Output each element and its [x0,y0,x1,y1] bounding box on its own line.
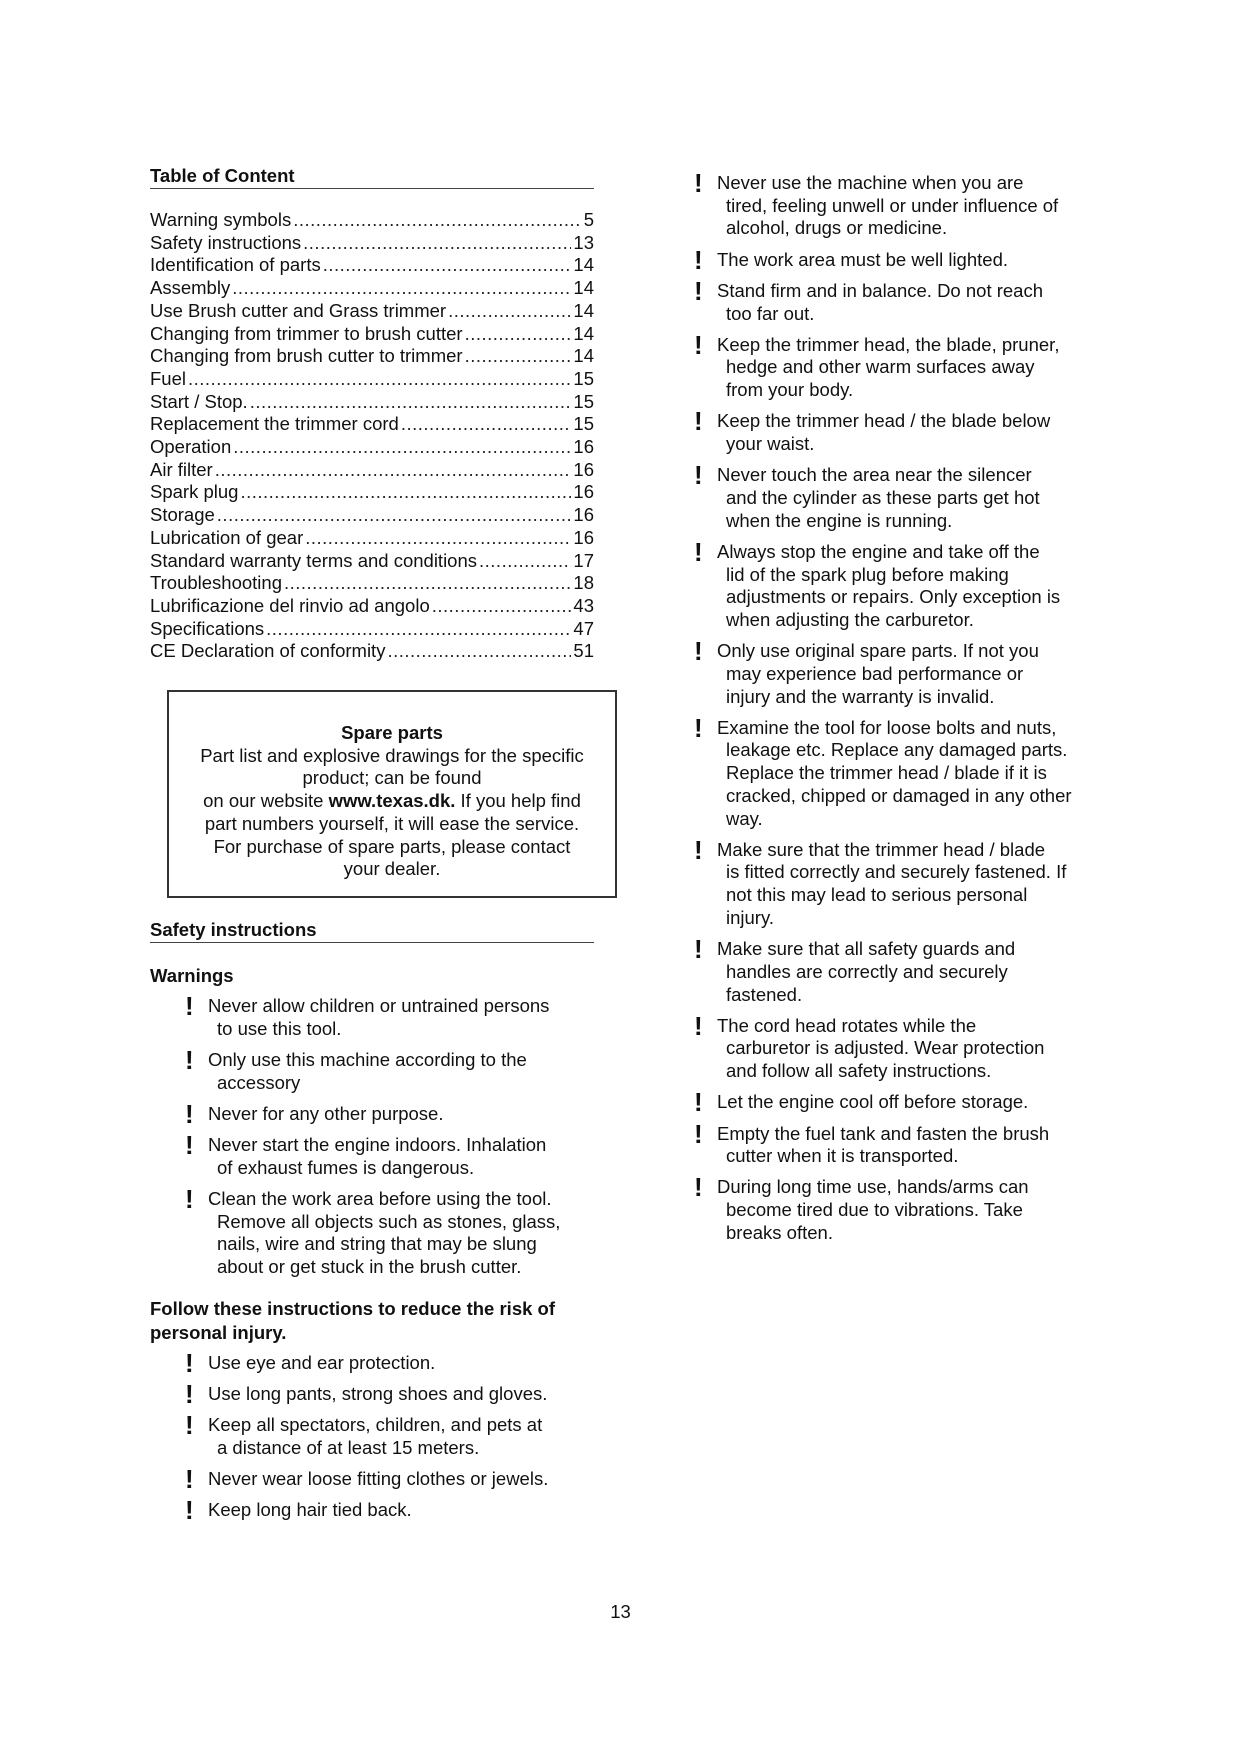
warning-text [717,1091,1114,1114]
toc-entry[interactable] [150,550,594,573]
toc-leader-dots [215,459,572,482]
warning-text [717,839,1114,930]
exclamation-icon: ! [694,1172,703,1203]
toc-entry-label: Start / Stop. [150,390,248,412]
toc-entry-page: 14 [573,277,594,299]
warning-text-line: Empty the fuel tank and fasten the brush [717,1122,1050,1144]
spare-parts-text: If you help find [455,790,581,812]
warning-item [694,168,1114,240]
toc-leader-dots [303,232,571,255]
toc-entry-page: 15 [573,390,594,412]
toc-entry-label: Safety instructions [150,231,302,253]
warning-text-line: Only use original spare parts. If not you [717,640,1039,662]
warning-text-line: when adjusting the carburetor. [726,608,974,630]
right-column [694,168,1114,1253]
exclamation-icon: ! [694,1010,703,1041]
warning-text-line: not this may lead to serious personal [726,884,1028,906]
warning-text [717,541,1114,632]
toc-entry[interactable] [150,459,594,482]
warning-item [694,329,1114,402]
toc-entry[interactable] [150,640,594,663]
toc-entry-label: Air filter [150,458,213,480]
exclamation-icon: ! [185,1495,194,1526]
toc-entry-label: Storage [150,504,215,526]
warning-item [185,1410,594,1459]
exclamation-icon: ! [185,1410,194,1441]
toc-entry[interactable] [150,572,594,595]
toc-entry-label: Fuel [150,367,186,389]
warning-text-line: Make sure that the trimmer head / blade [717,838,1046,860]
spare-parts-box [167,690,617,898]
toc-entry-page: 16 [573,481,594,503]
spare-parts-title: Spare parts [341,722,443,743]
warning-text-line: Stand firm and in balance. Do not reach [717,279,1043,301]
risk-title-line: personal injury. [150,1321,287,1343]
exclamation-icon: ! [694,329,703,360]
exclamation-icon: ! [694,1118,703,1149]
warning-text-line: Never allow children or untrained persons [208,995,550,1016]
warning-text [717,1176,1114,1244]
exclamation-icon: ! [185,1347,194,1378]
toc-entry-page: 14 [573,345,594,367]
toc-entry[interactable] [150,504,594,527]
warning-text-line: injury and the warranty is invalid. [726,685,995,707]
warning-text-line: Keep the trimmer head, the blade, pruner, [717,333,1060,355]
exclamation-icon: ! [694,712,703,743]
spare-parts-line [187,790,597,813]
left-column [150,165,594,663]
warning-text-line: Replace the trimmer head / blade if it is [726,762,1047,784]
warning-text-line: Keep all spectators, children, and pets at [208,1414,543,1436]
toc-entry[interactable] [150,277,594,300]
toc-leader-dots [188,368,571,391]
warning-text-line: handles are correctly and securely [726,960,1008,982]
toc-entry-label: Changing from brush cutter to trimmer [150,345,463,367]
exclamation-icon: ! [694,834,703,865]
toc-entry-label: Warning symbols [150,209,292,230]
safety-section [150,919,594,1530]
warning-item [694,834,1114,930]
risk-title [150,1297,594,1345]
warning-text-line: Make sure that all safety guards and [717,938,1016,960]
toc-leader-dots [432,595,572,618]
safety-title: Safety instructions [150,919,594,943]
toc-entry[interactable] [150,300,594,323]
toc-entry-page: 43 [573,594,594,616]
warning-text-line: nails, wire and string that may be slung [217,1233,537,1255]
toc-entry[interactable] [150,595,594,618]
warning-text-line: Remove all objects such as stones, glass, [217,1210,561,1232]
warning-text-line: Always stop the engine and take off the [717,540,1040,562]
toc-entry-label: Use Brush cutter and Grass trimmer [150,299,447,321]
warning-text-line: lid of the spark plug before making [726,563,1009,585]
exclamation-icon: ! [694,275,703,306]
warning-text-line: and follow all safety instructions. [726,1060,992,1082]
warning-text [717,410,1114,455]
warning-text-line: cutter when it is transported. [726,1145,959,1167]
warning-text [717,640,1114,708]
exclamation-icon: ! [185,1098,194,1129]
spare-parts-line: your dealer. [343,858,441,880]
warning-text [717,1015,1114,1083]
toc-leader-dots [465,323,572,346]
toc-entry[interactable] [150,232,594,255]
toc-list [150,209,594,663]
exclamation-icon: ! [185,1378,194,1409]
exclamation-icon: ! [694,460,703,491]
warning-text-line: your waist. [726,433,815,455]
toc-entry-page: 14 [573,322,594,344]
toc-entry-page: 14 [573,254,594,276]
toc-entry-page: 14 [573,299,594,321]
warning-text [717,334,1114,402]
warning-item [185,1378,594,1409]
warning-text-line: fastened. [726,983,803,1005]
warning-text [208,995,594,1040]
warning-text [717,1123,1114,1168]
toc-entry[interactable] [150,527,594,550]
warnings-list [185,991,594,1279]
warning-item [185,1130,594,1179]
toc-leader-dots [266,618,571,641]
toc-entry-page: 47 [573,617,594,639]
warning-item [185,1183,594,1279]
toc-entry[interactable] [150,254,594,277]
warning-text-line: Let the engine cool off before storage. [717,1091,1029,1113]
website-link[interactable]: www.texas.dk. [328,790,456,812]
warning-text [208,1134,594,1179]
toc-entry-label: Assembly [150,277,231,299]
toc-leader-dots [284,572,571,595]
warning-item [694,1087,1114,1118]
exclamation-icon: ! [185,991,194,1021]
warning-item [694,636,1114,708]
toc-leader-dots [387,640,571,663]
toc-entry-label: Replacement the trimmer cord [150,413,399,435]
warning-text [208,1103,594,1126]
warning-item [694,460,1114,532]
toc-entry[interactable] [150,436,594,459]
warning-text-line: way. [726,807,763,829]
warning-item [694,536,1114,632]
warning-text [208,1049,594,1094]
toc-leader-dots [250,391,572,414]
toc-entry-page: 16 [573,458,594,480]
toc-leader-dots [232,277,571,300]
exclamation-icon: ! [694,636,703,667]
warning-text-line: Never start the engine indoors. Inhalation [208,1134,547,1156]
exclamation-icon: ! [694,244,703,275]
warning-text-line: Use eye and ear protection. [208,1351,436,1373]
warning-item [185,1347,594,1378]
warning-text [717,280,1114,325]
warning-item [694,712,1114,831]
warning-text-line: The work area must be well lighted. [717,248,1008,270]
toc-leader-dots [401,413,572,436]
exclamation-icon: ! [185,1464,194,1495]
warning-text-line: from your body. [726,379,854,401]
warning-item [185,1495,594,1526]
toc-entry-label: Spark plug [150,481,239,503]
warning-text-line: is fitted correctly and securely fastened. If [726,861,1067,883]
warning-text [208,1414,594,1459]
exclamation-icon: ! [694,934,703,965]
warning-item [694,1118,1114,1168]
warning-item [694,1010,1114,1083]
warnings-title: Warnings [150,965,234,986]
warning-text-line: cracked, chipped or damaged in any other [726,784,1072,806]
warning-item [185,1464,594,1495]
warning-text [717,464,1114,532]
warning-text [208,1352,594,1375]
warning-text [208,1188,594,1279]
warning-text-line: may experience bad performance or [726,662,1024,684]
toc-leader-dots [233,436,571,459]
warning-text-line: Use long pants, strong shoes and gloves. [208,1382,548,1404]
warning-text-line: tired, feeling unwell or under influence of [726,194,1059,216]
warning-text-line: and the cylinder as these parts get hot [726,486,1040,508]
toc-entry-label: Troubleshooting [150,572,282,594]
warning-text-line: become tired due to vibrations. Take [726,1199,1023,1221]
toc-entry[interactable] [150,413,594,436]
warning-text-line: leakage etc. Replace any damaged parts. [726,739,1068,761]
exclamation-icon: ! [694,406,703,437]
warning-text-line: Only use this machine according to the [208,1048,527,1070]
warning-item [185,991,594,1040]
toc-entry-page: 18 [573,572,594,594]
spare-parts-text: on our website [203,790,329,812]
toc-entry-label: Changing from trimmer to brush cutter [150,322,463,344]
warning-text [208,1499,594,1522]
toc-entry[interactable] [150,368,594,391]
warning-text-line: Never wear loose fitting clothes or jewels. [208,1468,549,1490]
warning-item [694,275,1114,325]
toc-leader-dots [323,254,572,277]
toc-leader-dots [305,527,571,550]
toc-entry-page: 13 [573,231,594,253]
page-number: 13 [610,1601,631,1622]
warning-text-line: Examine the tool for loose bolts and nuts, [717,716,1057,738]
warning-item [694,244,1114,275]
risk-list [185,1347,594,1526]
warning-text [717,938,1114,1006]
toc-title: Table of Content [150,165,594,189]
toc-entry[interactable] [150,481,594,504]
toc-entry-label: Specifications [150,617,265,639]
exclamation-icon: ! [185,1130,194,1161]
warning-text-line: of exhaust fumes is dangerous. [217,1156,475,1178]
toc-entry-page: 15 [573,413,594,435]
toc-leader-dots [217,504,572,527]
toc-entry[interactable] [150,323,594,346]
warning-text-line: Clean the work area before using the tool. [208,1187,552,1209]
risk-title-line: Follow these instructions to reduce the risk of [150,1297,556,1319]
right-warnings-list [694,168,1114,1245]
toc-entry[interactable] [150,345,594,368]
toc-entry-label: Standard warranty terms and conditions [150,549,478,571]
toc-entry-label: Identification of parts [150,254,321,276]
toc-entry-label: Lubrication of gear [150,526,304,548]
spare-parts-line: For purchase of spare parts, please contact [213,835,571,857]
warning-text-line: accessory [217,1071,301,1093]
warning-text-line: Keep long hair tied back. [208,1499,412,1521]
warning-text-line: Never use the machine when you are [717,172,1024,193]
warning-text-line: about or get stuck in the brush cutter. [217,1256,522,1278]
warning-text-line: a distance of at least 15 meters. [217,1436,480,1458]
warning-text-line: adjustments or repairs. Only exception is [726,586,1061,608]
warning-text-line: During long time use, hands/arms can [717,1176,1029,1198]
toc-leader-dots [240,481,571,504]
warning-item [694,934,1114,1006]
exclamation-icon: ! [185,1044,194,1075]
toc-leader-dots [293,209,582,232]
toc-entry-page: 15 [573,367,594,389]
toc-entry-page: 5 [583,209,594,230]
warning-text [208,1383,594,1406]
toc-entry-page: 51 [573,640,594,662]
toc-entry[interactable] [150,209,594,232]
exclamation-icon: ! [694,536,703,567]
warning-item [694,406,1114,455]
warning-text-line: Never for any other purpose. [208,1102,444,1124]
spare-parts-line: Part list and explosive drawings for the specific [200,744,584,766]
spare-parts-line: part numbers yourself, it will ease the service. [204,812,580,834]
toc-entry-label: Operation [150,436,232,458]
toc-entry[interactable] [150,391,594,414]
toc-leader-dots [448,300,571,323]
warning-text-line: injury. [726,906,774,928]
toc-entry-label: CE Declaration of conformity [150,640,386,662]
warning-text-line: breaks often. [726,1221,833,1243]
warning-text-line: alcohol, drugs or medicine. [726,217,948,239]
warning-text-line: Never touch the area near the silencer [717,464,1032,486]
warning-item [185,1044,594,1094]
warning-text-line: too far out. [726,302,815,324]
warning-text [717,249,1114,272]
toc-entry[interactable] [150,618,594,641]
toc-entry-page: 16 [573,504,594,526]
warning-text [717,717,1114,831]
warning-text-line: The cord head rotates while the [717,1014,977,1036]
exclamation-icon: ! [185,1183,194,1214]
warning-text-line: to use this tool. [217,1017,342,1039]
warning-text [717,172,1114,240]
exclamation-icon: ! [694,1087,703,1118]
warning-text-line: hedge and other warm surfaces away [726,356,1035,378]
toc-entry-page: 16 [573,526,594,548]
warning-item [185,1098,594,1129]
toc-entry-page: 17 [573,549,594,571]
warning-item [694,1172,1114,1244]
toc-entry-page: 16 [573,436,594,458]
warning-text [208,1468,594,1491]
toc-entry-label: Lubrificazione del rinvio ad angolo [150,594,430,616]
warning-text-line: when the engine is running. [726,509,953,531]
toc-leader-dots [465,345,572,368]
toc-leader-dots [479,550,571,573]
warning-text-line: Keep the trimmer head / the blade below [717,410,1051,432]
exclamation-icon: ! [694,168,703,198]
spare-parts-line: product; can be found [302,767,482,789]
warning-text-line: carburetor is adjusted. Wear protection [726,1037,1045,1059]
